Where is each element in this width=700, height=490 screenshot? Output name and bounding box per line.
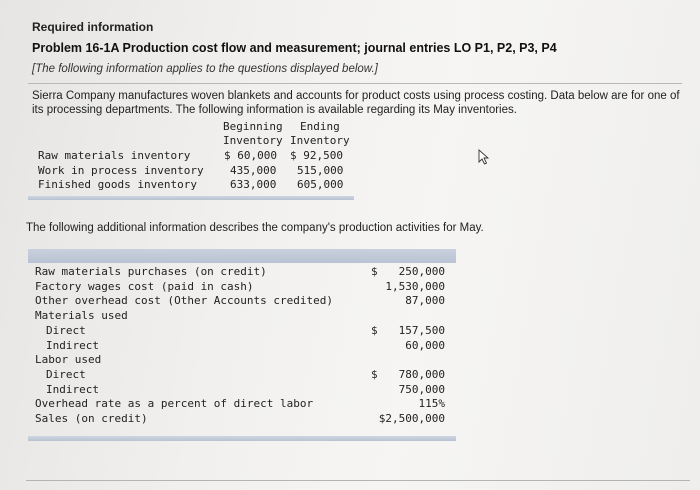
col-head-beginning-2: Inventory — [223, 134, 283, 147]
row-value: 157,500 — [398, 323, 445, 337]
row-label: Labor used — [35, 353, 102, 367]
row-label: Raw materials purchases (on credit) — [35, 265, 267, 278]
row-label: Factory wages cost (paid in cash) — [35, 279, 254, 293]
col-head-beginning: Beginning — [223, 120, 283, 133]
row-beginning: 435,000 — [230, 164, 277, 177]
row-ending: $ 92,500 — [290, 149, 343, 162]
row-ending: 605,000 — [297, 178, 344, 191]
row-value: $2,500,000 — [378, 412, 445, 425]
row-label: Raw materials inventory — [38, 149, 191, 162]
table-row — [28, 324, 456, 339]
row-value: 250,000 — [398, 265, 445, 278]
row-beginning: 633,000 — [230, 178, 277, 191]
row-value: 60,000 — [405, 338, 445, 352]
row-beginning: $ 60,000 — [224, 149, 277, 162]
row-label: Direct — [46, 323, 86, 337]
row-ending: 515,000 — [297, 164, 344, 177]
mouse-cursor-icon — [478, 149, 490, 165]
table-row — [38, 178, 356, 192]
row-currency: $ — [371, 323, 378, 337]
col-head-ending: Ending — [300, 120, 340, 133]
problem-title: Problem 16-1A Production cost flow and measurement; journal entries LO P1, P2, P3, P4 — [32, 41, 557, 55]
row-value: 780,000 — [398, 367, 445, 381]
inventory-header-row-1 — [38, 120, 356, 134]
table-row — [28, 280, 456, 295]
table-row — [28, 294, 456, 309]
row-currency: $ — [371, 265, 378, 278]
table-row — [38, 164, 356, 178]
row-label: Direct — [46, 367, 86, 381]
table-row — [38, 149, 356, 163]
row-value: 1,530,000 — [385, 279, 445, 293]
required-information-heading: Required information — [32, 20, 154, 34]
col-head-ending-2: Inventory — [290, 134, 350, 147]
section-divider — [28, 83, 682, 84]
table-row — [28, 383, 456, 398]
row-label: Materials used — [35, 309, 128, 323]
bottom-divider — [26, 480, 690, 481]
table-row — [28, 309, 456, 324]
row-label: Indirect — [46, 382, 99, 396]
intro-paragraph: Sierra Company manufactures woven blankets and accounts for product costs using process costing. Data below are for one of its processing departments. The following information is available regarding its May inventories. — [32, 90, 680, 116]
row-label: Finished goods inventory — [38, 178, 197, 191]
problem-note: [The following information applies to the questions displayed below.] — [32, 63, 378, 75]
table-row — [28, 397, 456, 412]
row-value: 87,000 — [405, 294, 445, 308]
row-value: 750,000 — [398, 382, 445, 396]
row-label: Indirect — [46, 338, 99, 352]
table-row — [28, 265, 456, 280]
row-value: 115% — [418, 397, 445, 411]
row-label: Work in process inventory — [38, 164, 204, 177]
table-row — [28, 339, 456, 354]
row-label: Other overhead cost (Other Accounts credited) — [35, 294, 334, 308]
table-row — [28, 353, 456, 368]
inventory-table-footer-bar — [28, 196, 354, 200]
row-currency: $ — [371, 367, 378, 381]
table-row — [28, 412, 456, 427]
additional-info-paragraph: The following additional information describes the company's production activities for May. — [26, 222, 484, 234]
inventory-header-row-2 — [38, 134, 356, 148]
table-row — [28, 368, 456, 383]
row-label: Sales (on credit) — [35, 412, 148, 425]
activities-table-header-bar — [28, 249, 456, 263]
row-label: Overhead rate as a percent of direct labor — [35, 397, 314, 411]
activities-table-footer-bar — [28, 436, 456, 441]
